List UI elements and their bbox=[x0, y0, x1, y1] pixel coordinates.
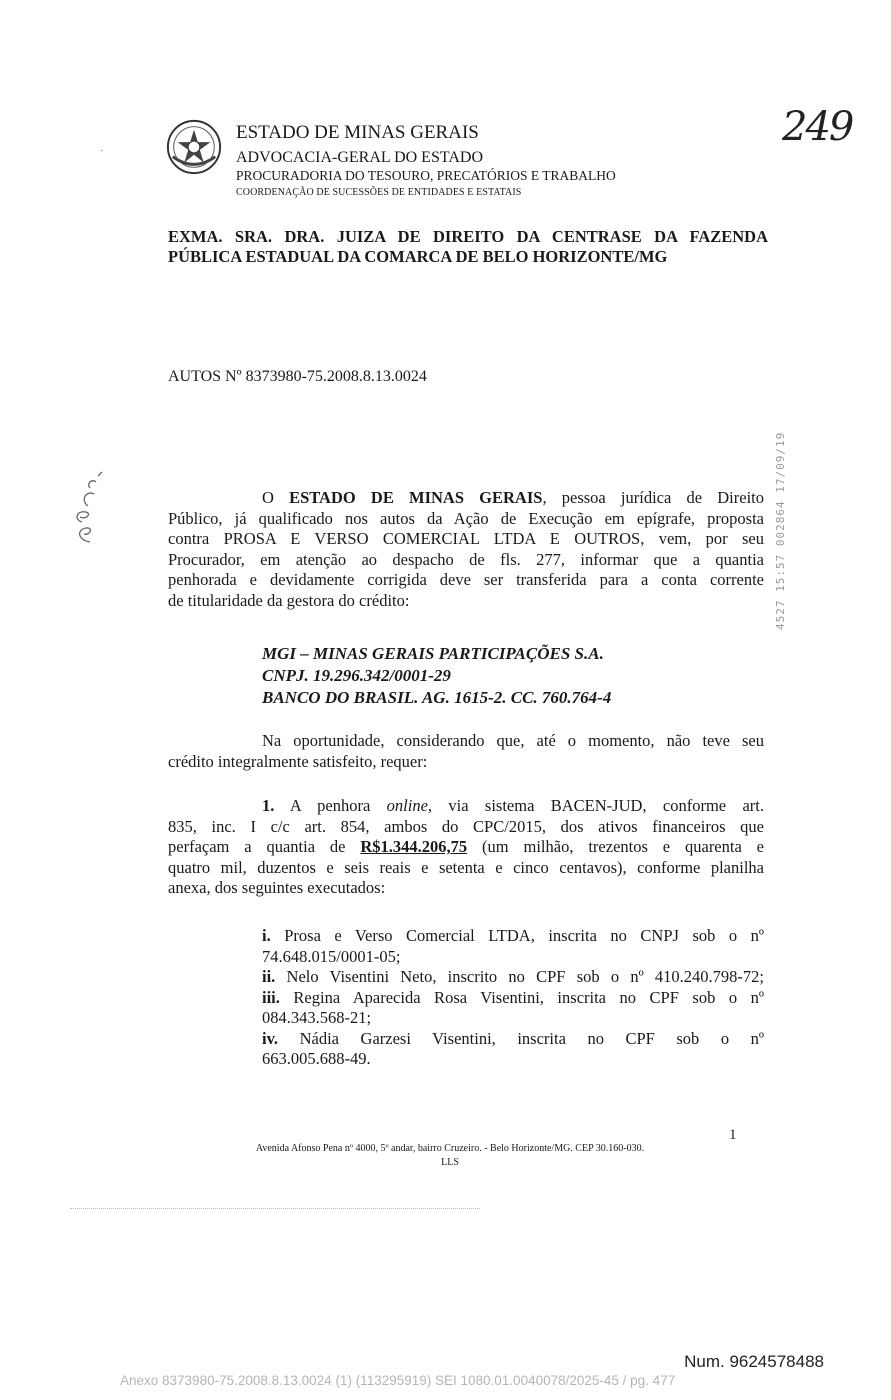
header-department: PROCURADORIA DO TESOURO, PRECATÓRIOS E TRABALHO bbox=[236, 168, 616, 183]
executados-list bbox=[262, 926, 764, 1070]
header-state: ESTADO DE MINAS GERAIS bbox=[236, 122, 479, 143]
document-number: Num. 9624578488 bbox=[684, 1352, 824, 1371]
footer-page-number: 1 bbox=[729, 1127, 737, 1143]
paragraph-line: Procurador, em atenção ao despacho de fls. 277, informar que a quantia bbox=[168, 549, 764, 569]
list-item-label: i. bbox=[262, 926, 271, 945]
list-item-text: Nelo Visentini Neto, inscrito no CPF sob o nº 410.240.798-72; bbox=[275, 967, 764, 986]
header-coordination: COORDENAÇÃO DE SUCESSÕES DE ENTIDADES E ESTATAIS bbox=[236, 187, 522, 198]
paragraph-line: Público, já qualificado nos autos da Ação de Execução em epígrafe, proposta bbox=[168, 508, 764, 528]
bank-details bbox=[262, 643, 611, 709]
text: (um milhão, trezentos e quarenta e bbox=[467, 837, 764, 856]
paragraph-request-1 bbox=[168, 796, 764, 899]
paragraph-intro bbox=[168, 488, 764, 611]
bank-beneficiary: MGI – MINAS GERAIS PARTICIPAÇÕES S.A. bbox=[262, 644, 604, 663]
handwritten-page-number: 249 bbox=[782, 104, 853, 150]
list-item-continuation: 084.343.568-21; bbox=[262, 1008, 372, 1027]
paragraph-line: Na oportunidade, considerando que, até o momento, não teve seu bbox=[262, 731, 764, 750]
list-item bbox=[262, 967, 764, 988]
list-item-text: Prosa e Verso Comercial LTDA, inscrita no CNPJ sob o nº bbox=[270, 926, 764, 945]
list-item bbox=[262, 1029, 764, 1050]
list-item-label: iii. bbox=[262, 987, 280, 1007]
footer-address bbox=[150, 1142, 750, 1170]
state-name-bold: ESTADO DE MINAS GERAIS bbox=[289, 488, 543, 507]
paragraph-line: quatro mil, duzentos e seis reais e setenta e cinco centavos), conforme planilha bbox=[168, 857, 764, 877]
list-item-continuation: 74.648.015/0001-05; bbox=[262, 946, 401, 966]
protocol-stamp-text: 4527 15:57 002864 17/09/19 bbox=[774, 431, 787, 630]
addressee-line: PÚBLICA ESTADUAL DA COMARCA DE BELO HORIZONTE/MG bbox=[168, 247, 668, 266]
text: A penhora bbox=[274, 796, 387, 815]
handwritten-initials bbox=[60, 470, 110, 550]
state-coat-of-arms-seal bbox=[165, 118, 223, 176]
text: perfaçam a quantia de bbox=[168, 837, 361, 856]
scan-mark: · bbox=[100, 146, 104, 157]
annex-reference: Anexo 8373980-75.2008.8.13.0024 (1) (113295919) SEI 1080.01.0040078/2025-45 / pg. 477 bbox=[120, 1373, 676, 1388]
text-italic: online bbox=[386, 796, 428, 815]
case-number: AUTOS Nº 8373980-75.2008.8.13.0024 bbox=[168, 368, 427, 385]
list-item-text: Nádia Garzesi Visentini, inscrita no CPF sob o nº bbox=[278, 1028, 764, 1048]
addressee bbox=[168, 227, 768, 267]
paragraph-line: contra PROSA E VERSO COMERCIAL LTDA E OUTROS, vem, por seu bbox=[168, 529, 764, 548]
bank-cnpj: CNPJ. 19.296.342/0001-29 bbox=[262, 666, 451, 685]
paragraph-line: penhorada e devidamente corrigida deve ser transferida para a conta corrente bbox=[168, 570, 764, 589]
paragraph-line: de titularidade da gestora do crédito: bbox=[168, 590, 410, 610]
addressee-line: EXMA. SRA. DRA. JUIZA DE DIREITO DA CENTRASE DA FAZENDA bbox=[168, 227, 768, 246]
list-item-label: ii. bbox=[262, 967, 276, 986]
footer-divider bbox=[70, 1208, 480, 1209]
amount-underlined: R$1.344.206,75 bbox=[360, 837, 468, 856]
paragraph-line bbox=[168, 796, 764, 817]
paragraph-line: crédito integralmente satisfeito, requer: bbox=[168, 751, 428, 771]
text: , via sistema BACEN-JUD, conforme art. bbox=[427, 796, 764, 815]
list-item bbox=[262, 926, 764, 947]
footer-address-line: Avenida Afonso Pena nº 4000, 5º andar, bairro Cruzeiro. - Belo Horizonte/MG. CEP 30.160-030. bbox=[255, 1143, 645, 1154]
bank-account: BANCO DO BRASIL. AG. 1615-2. CC. 760.764-4 bbox=[262, 688, 612, 707]
paragraph-line: 835, inc. I c/c art. 854, ambos do CPC/2015, dos ativos financeiros que bbox=[168, 816, 764, 836]
list-item-continuation: 663.005.688-49. bbox=[262, 1049, 371, 1068]
text: , pessoa jurídica de Direito bbox=[542, 488, 764, 507]
list-item bbox=[262, 988, 764, 1009]
footer-initials: LLS bbox=[441, 1157, 459, 1168]
list-item-text: Regina Aparecida Rosa Visentini, inscrita no CPF sob o nº bbox=[279, 987, 764, 1007]
header-agency: ADVOCACIA-GERAL DO ESTADO bbox=[236, 149, 483, 166]
text: O bbox=[262, 488, 290, 507]
list-item-label: iv. bbox=[262, 1028, 279, 1048]
paragraph-line: anexa, dos seguintes executados: bbox=[168, 878, 386, 897]
paragraph-line bbox=[168, 837, 764, 858]
paragraph-line bbox=[168, 488, 764, 509]
item-number: 1. bbox=[262, 796, 275, 815]
paragraph-request-intro bbox=[168, 731, 764, 772]
